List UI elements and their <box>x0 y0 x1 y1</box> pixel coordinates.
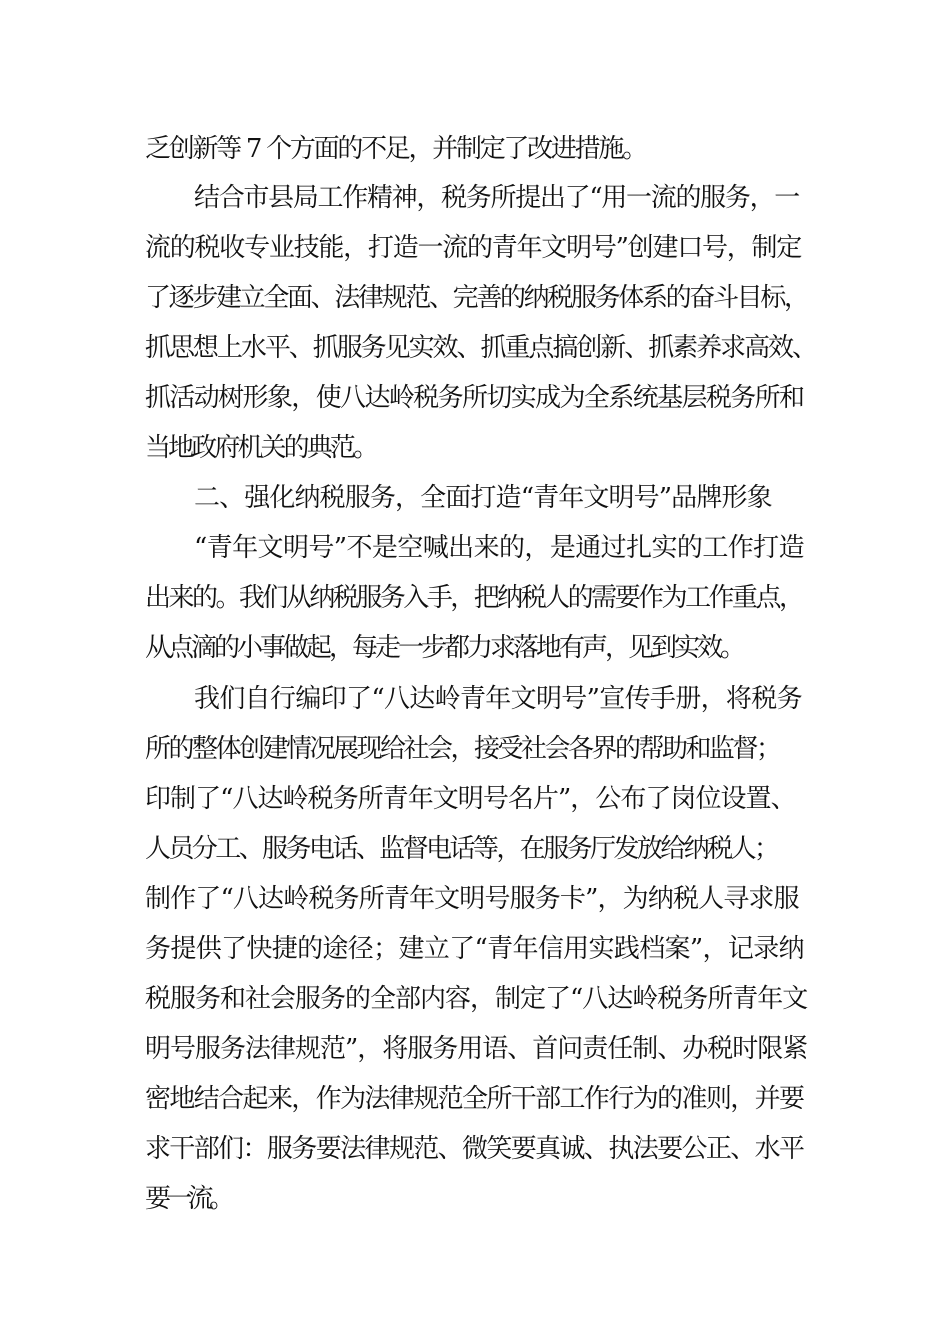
paragraph-first-line: 结合市县局工作精神，税务所提出了“用一流的服务，一 <box>194 183 799 213</box>
text-line: 流的税收专业技能，打造一流的青年文明号”创建口号，制定 <box>145 233 802 263</box>
text-line: 税服务和社会服务的全部内容，制定了“八达岭税务所青年文 <box>145 984 808 1014</box>
text-line: 务提供了快捷的途径；建立了“青年信用实践档案”，记录纳 <box>145 934 804 964</box>
text-line: 乏创新等 7 个方面的不足，并制定了改进措施。 <box>145 134 646 164</box>
section-heading: 二、强化纳税服务，全面打造“青年文明号”品牌形象 <box>194 483 772 513</box>
text-line: 人员分工、服务电话、监督电话等，在服务厅发放给纳税人； <box>145 834 778 864</box>
text-line: 制作了“八达岭税务所青年文明号服务卡”，为纳税人寻求服 <box>145 884 799 914</box>
text-line: 密地结合起来，作为法律规范全所干部工作行为的准则，并要 <box>145 1084 804 1114</box>
text-line: 抓活动树形象，使八达岭税务所切实成为全系统基层税务所和 <box>145 383 804 413</box>
text-line: 印制了“八达岭税务所青年文明号名片”，公布了岗位设置、 <box>145 784 796 814</box>
text-line: 明号服务法律规范”，将服务用语、首问责任制、办税时限紧 <box>145 1034 808 1064</box>
paragraph-first-line: 我们自行编印了“八达岭青年文明号”宣传手册，将税务 <box>194 684 802 714</box>
text-line: 了逐步建立全面、法律规范、完善的纳税服务体系的奋斗目标， <box>145 283 808 313</box>
text-line: 抓思想上水平、抓服务见实效、抓重点搞创新、抓素养求高效、 <box>145 333 816 363</box>
paragraph-first-line: “青年文明号”不是空喊出来的，是通过扎实的工作打造 <box>194 533 805 563</box>
text-line: 出来的。我们从纳税服务入手，把纳税人的需要作为工作重点， <box>145 583 803 613</box>
text-line: 所的整体创建情况展现给社会，接受社会各界的帮助和监督； <box>145 734 780 764</box>
text-line: 从点滴的小事做起，每走一步都力求落地有声，见到实效。 <box>145 633 744 663</box>
text-line: 当地政府机关的典范。 <box>145 433 377 463</box>
text-line: 求干部们：服务要法律规范、微笑要真诚、执法要公正、水平 <box>145 1134 804 1164</box>
text-line: 要一流。 <box>145 1184 231 1214</box>
